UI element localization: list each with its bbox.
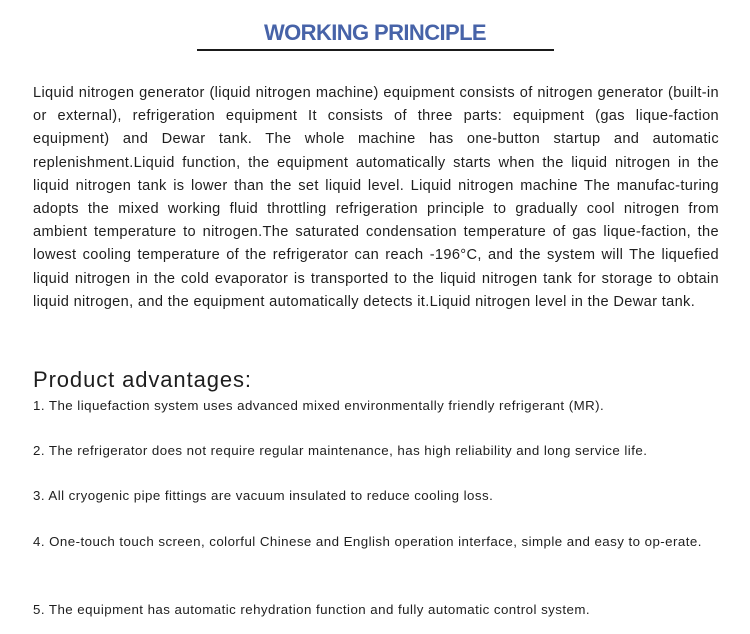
intro-paragraph: Liquid nitrogen generator (liquid nitrogen machine) equipment consists of nitrogen generator (built-in or external), refrigeration equipment It consists of three parts: equipment (gas lique-faction equipment) and Dewar tank. The whole machine has one-button startup and automatic replenishment.Liquid function, the equipment automatically starts when the liquid nitrogen in the liquid nitrogen tank is lower than the set liquid level. Liquid nitrogen machine The manufac-turing adopts the mixed working fluid throttling refrigeration principle to gradually cool nitrogen from ambient temperature to nitrogen.The saturated condensation temperature of gas lique-faction, the lowest cooling temperature of the refrigerator can reach -196°C, and the system will The liquefied liquid nitrogen in the cold evaporator is transported to the liquid nitrogen tank for storage to obtain liquid nitrogen, and the equipment automatically detects it.Liquid nitrogen level in the Dewar tank.	[33, 85, 719, 310]
advantage-item-2: 2. The refrigerator does not require regular maintenance, has high reliability and long service life.	[33, 443, 648, 458]
advantages-heading: Product advantages:	[33, 367, 252, 392]
page-title: WORKING PRINCIPLE	[263, 20, 487, 45]
advantage-item-5: 5. The equipment has automatic rehydration function and fully automatic control system.	[33, 602, 591, 617]
title-underline	[197, 49, 554, 51]
advantage-item-3: 3. All cryogenic pipe fittings are vacuum insulated to reduce cooling loss.	[33, 488, 494, 503]
advantage-item-4: 4. One-touch touch screen, colorful Chinese and English operation interface, simple and easy to op-erate.	[33, 534, 702, 549]
advantage-item-1: 1. The liquefaction system uses advanced mixed environmentally friendly refrigerant (MR).	[33, 398, 605, 413]
